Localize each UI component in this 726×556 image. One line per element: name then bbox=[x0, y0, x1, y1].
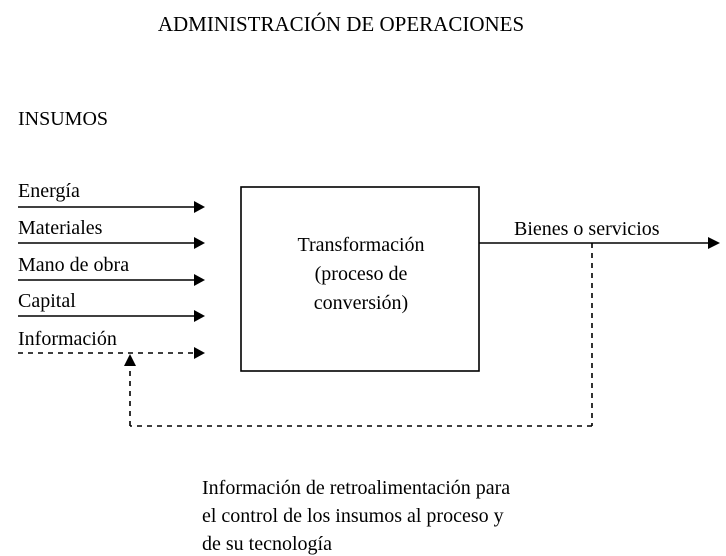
diagram-title: ADMINISTRACIÓN DE OPERACIONES bbox=[157, 12, 525, 36]
output bbox=[479, 218, 720, 249]
input-label-mano-de-obra: Mano de obra bbox=[18, 254, 130, 276]
feedback-caption bbox=[202, 477, 510, 555]
input-energia bbox=[18, 180, 205, 213]
feedback-arrowhead bbox=[124, 354, 136, 366]
feedback-caption-line2: el control de los insumos al proceso y bbox=[202, 505, 504, 527]
input-informacion bbox=[18, 328, 205, 359]
arrowhead-energia bbox=[194, 201, 205, 213]
input-label-informacion: Información bbox=[18, 328, 117, 350]
process-box-line1: Transformación bbox=[297, 234, 425, 256]
feedback-caption-line3: de su tecnología bbox=[202, 533, 332, 555]
input-mano-de-obra bbox=[18, 254, 205, 286]
input-label-energia: Energía bbox=[18, 180, 80, 202]
process-box-line2: (proceso de bbox=[314, 263, 408, 285]
input-materiales bbox=[18, 217, 205, 249]
output-label: Bienes o servicios bbox=[514, 218, 660, 240]
arrowhead-mano-de-obra bbox=[194, 274, 205, 286]
arrowhead-materiales bbox=[194, 237, 205, 249]
input-label-materiales: Materiales bbox=[18, 217, 103, 239]
arrowhead-informacion bbox=[194, 347, 205, 359]
insumos-heading: INSUMOS bbox=[18, 108, 109, 130]
feedback-caption-line1: Información de retroalimentación para bbox=[202, 477, 511, 499]
arrowhead-capital bbox=[194, 310, 205, 322]
input-capital bbox=[18, 290, 205, 322]
process-box bbox=[241, 187, 479, 371]
process-box-line3: conversión) bbox=[313, 292, 409, 314]
output-arrowhead bbox=[708, 237, 720, 249]
input-label-capital: Capital bbox=[18, 290, 76, 312]
